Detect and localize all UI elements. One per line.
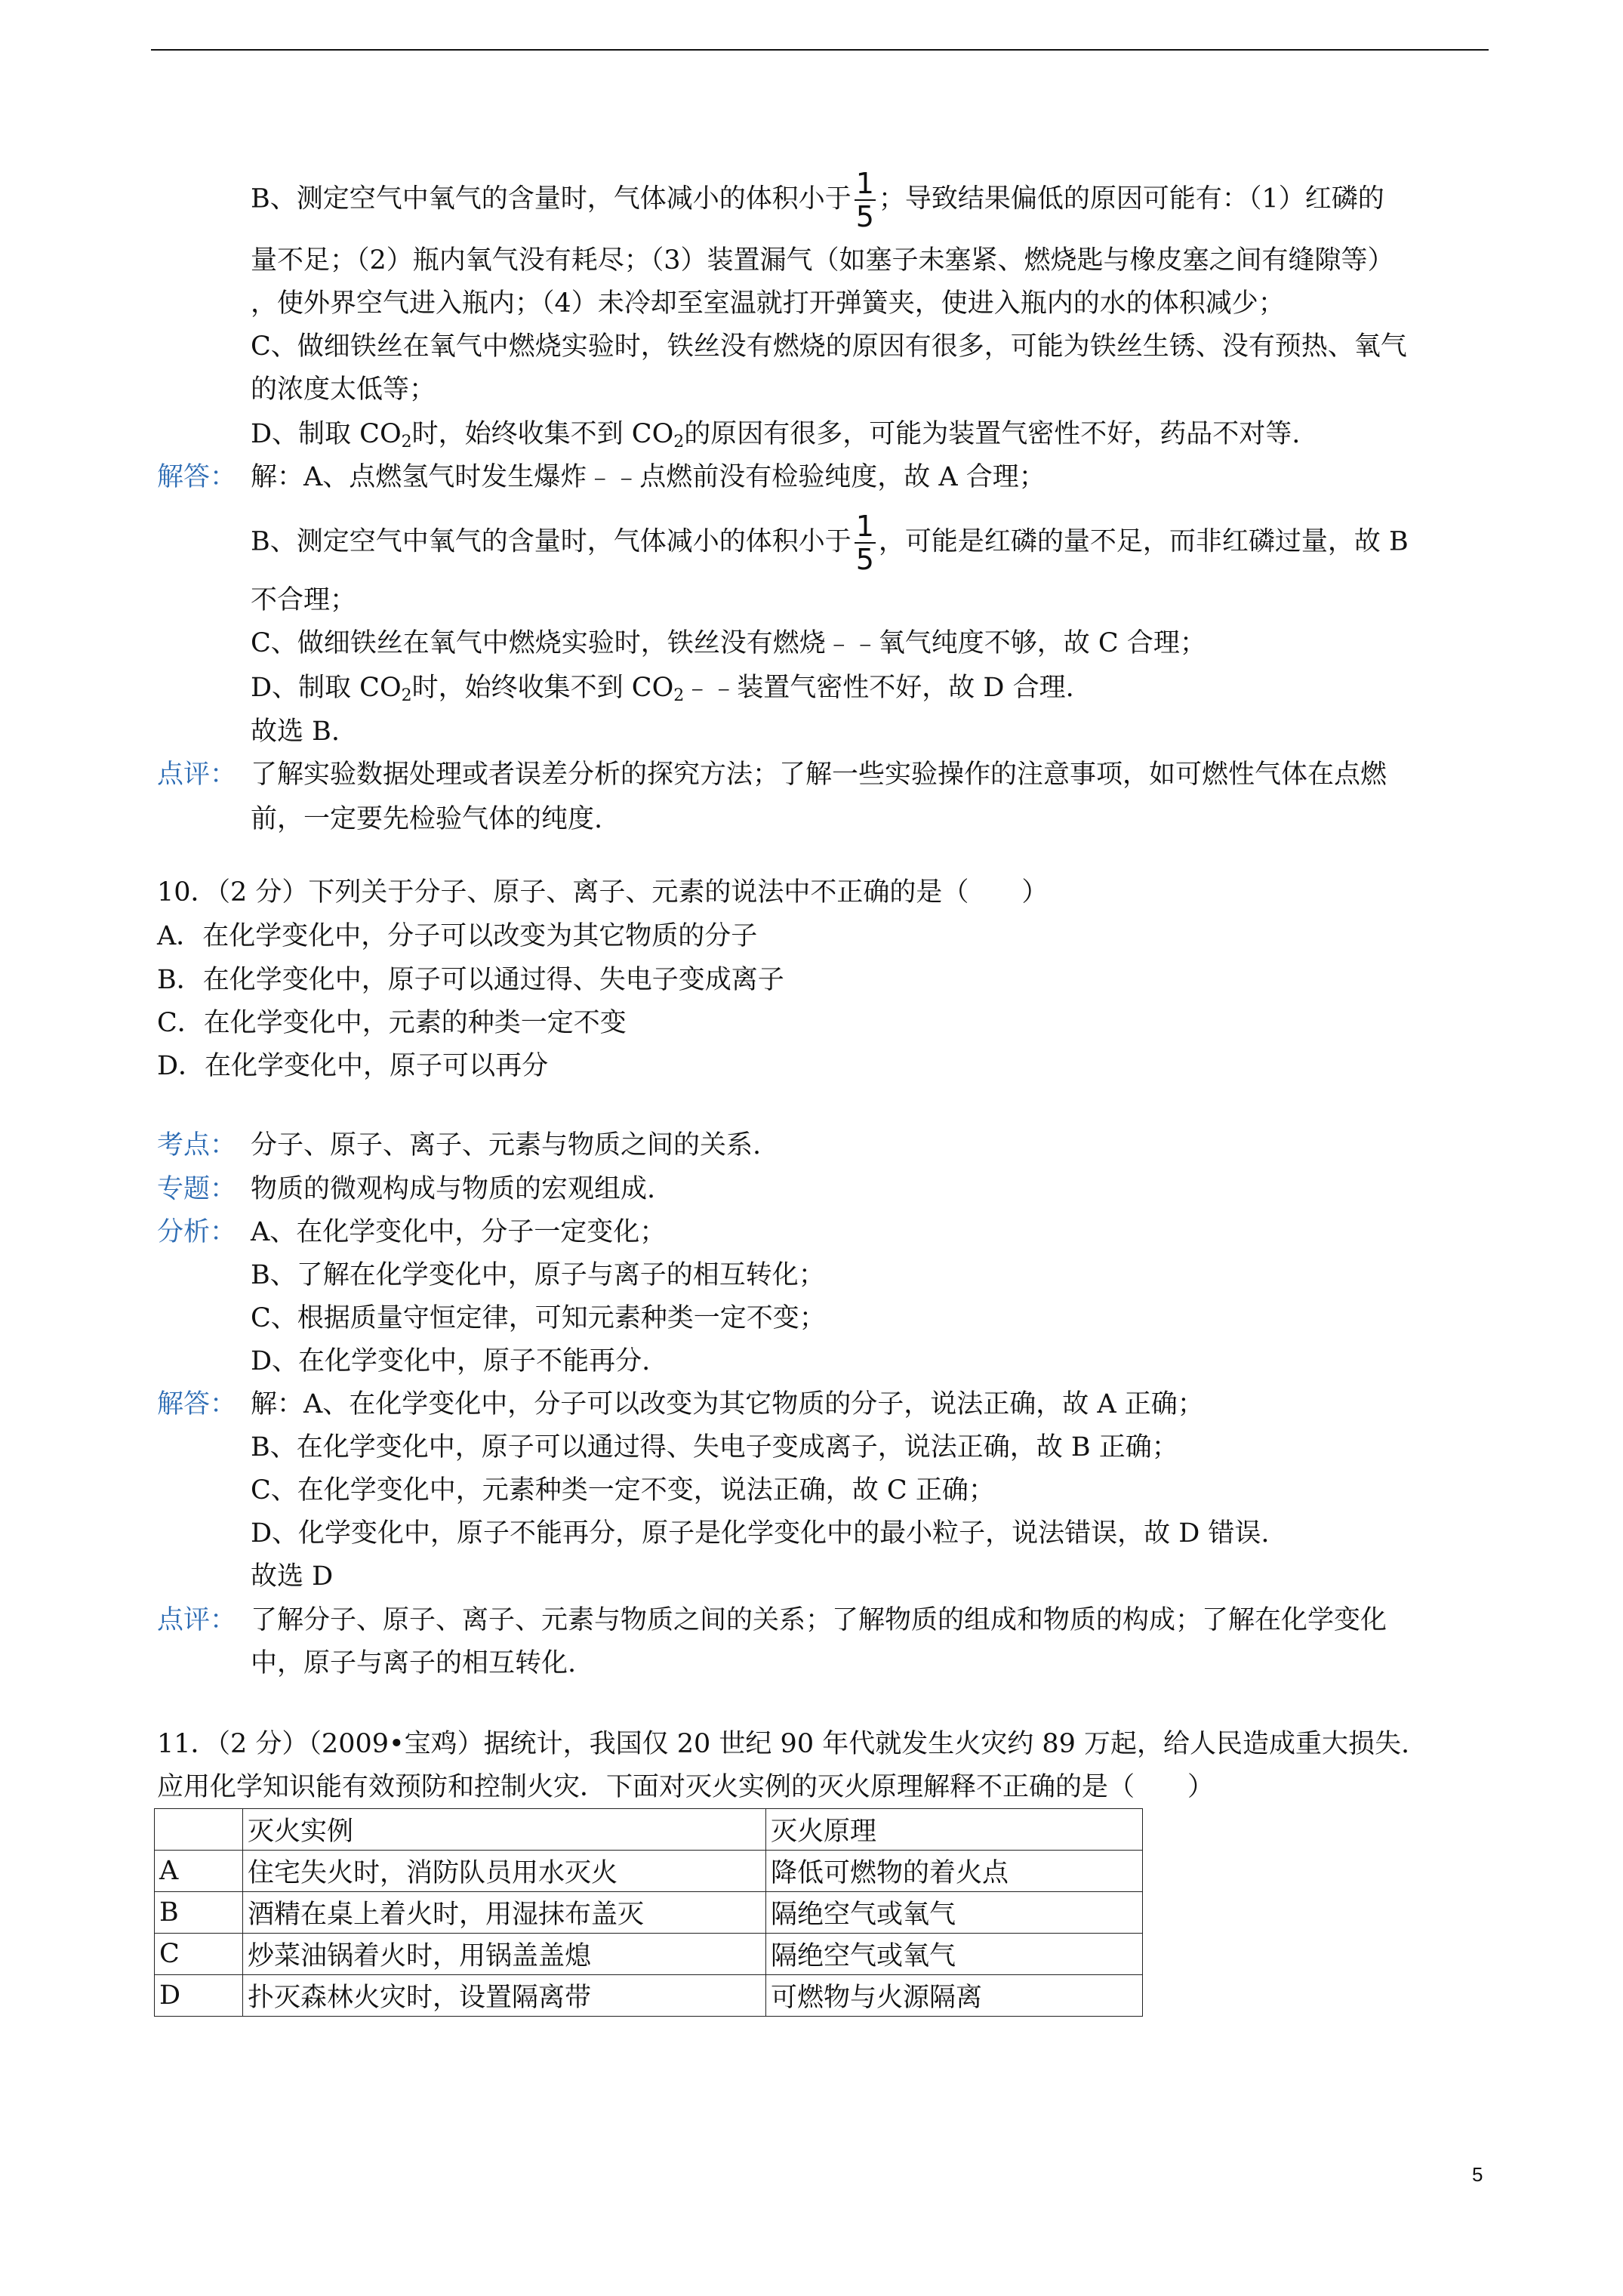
table-cell: 隔绝空气或氧气	[766, 1934, 1143, 1975]
subscript: 2	[673, 433, 685, 451]
q10-jieda-label: 解答：	[157, 1389, 237, 1419]
table-cell: D	[155, 1975, 243, 2017]
table-cell: 可燃物与火源隔离	[766, 1975, 1143, 2017]
table-row	[155, 1934, 1143, 1975]
table-cell: 扑灭森林火灾时，设置隔离带	[243, 1975, 766, 2017]
table-cell: 隔绝空气或氧气	[766, 1892, 1143, 1934]
q11-stem-line-1: 11．（2 分）（2009•宝鸡）据统计，我国仅 20 世纪 90 年代就发生火灾约 89 万起，给人民造成重大损失.	[157, 1729, 1410, 1759]
analysis-c-line-1: C、做细铁丝在氧气中燃烧实验时，铁丝没有燃烧的原因有很多，可能为铁丝生锈、没有预热、氧气	[251, 331, 1407, 362]
answer-c: C、做细铁丝在氧气中燃烧实验时，铁丝没有燃烧﹣﹣氧气纯度不够，故 C 合理；	[251, 628, 1206, 658]
table-cell: B	[155, 1892, 243, 1934]
q11-stem-line-2: 应用化学知识能有效预防和控制火灾．下面对灭火实例的灭火原理解释不正确的是（ ）	[157, 1772, 1215, 1802]
table-cell: 酒精在桌上着火时，用湿抹布盖灭	[243, 1892, 766, 1934]
page-number: 5	[1472, 2163, 1483, 2186]
q10-fenxi-a: A、在化学变化中，分子一定变化；	[251, 1217, 667, 1247]
table-cell: A	[155, 1851, 243, 1892]
q10-fenxi-d: D、在化学变化中，原子不能再分.	[251, 1346, 651, 1376]
subscript: 2	[401, 433, 412, 451]
q10-jieda-a: 解：A、在化学变化中，分子可以改变为其它物质的分子，说法正确，故 A 正确；	[251, 1389, 1204, 1419]
fraction-one-fifth: $\frac{1}{5}$	[855, 167, 874, 233]
answer-d: D、制取 $CO_2$时，始终收集不到 $CO_2﹣﹣$装置气密性不好，故 D 合理.	[251, 673, 1074, 705]
q10-option-c: C．在化学变化中，元素的种类一定不变	[157, 1008, 627, 1038]
table-cell: 住宅失火时，消防队员用水灭火	[243, 1851, 766, 1892]
table-header-row	[155, 1809, 1143, 1851]
subscript: 2	[401, 686, 412, 705]
q10-dianping-line-2: 中，原子与离子的相互转化.	[251, 1648, 577, 1678]
analysis-d-line: D、制取 $CO_2$时，始终收集不到 $CO_2$的原因有很多，可能为装置气密性不好，药品不对等.	[251, 419, 1301, 451]
q10-fenxi-label: 分析：	[157, 1217, 237, 1247]
table-header-cell	[155, 1809, 243, 1851]
answer-b-line-2: 不合理；	[251, 585, 357, 615]
table-row	[155, 1975, 1143, 2017]
table-header-cell: 灭火实例	[243, 1809, 766, 1851]
q10-kaodian-label: 考点：	[157, 1130, 237, 1160]
analysis-b-line-2: 量不足；（2）瓶内氧气没有耗尽；（3）装置漏气（如塞子未塞紧、燃烧匙与橡皮塞之间有缝隙等）	[251, 245, 1394, 276]
table-cell: C	[155, 1934, 243, 1975]
comment-line-2: 前，一定要先检验气体的纯度.	[251, 804, 603, 834]
fire-fighting-table	[154, 1808, 1143, 2017]
q10-fenxi-b: B、了解在化学变化中，原子与离子的相互转化；	[251, 1260, 825, 1290]
comment-label: 点评：	[157, 760, 237, 790]
q10-option-a: A．在化学变化中，分子可以改变为其它物质的分子	[157, 921, 758, 951]
subscript: 2	[673, 686, 685, 705]
q10-jieda-d: D、化学变化中，原子不能再分，原子是化学变化中的最小粒子，说法错误，故 D 错误.	[251, 1518, 1270, 1549]
comment-line-1: 了解实验数据处理或者误差分析的探究方法；了解一些实验操作的注意事项，如可燃性气体在点燃	[251, 760, 1387, 790]
q10-option-d: D．在化学变化中，原子可以再分	[157, 1051, 549, 1081]
fraction-one-fifth: $\frac{1}{5}$	[855, 510, 874, 576]
answer-b-line-1: B、测定空气中氧气的含量时，气体减小的体积小于 $\frac{1}{5}$ ，可能是红磷的量不足，而非红磷过量，故 B	[251, 510, 1409, 576]
table-header-cell: 灭火原理	[766, 1809, 1143, 1851]
q10-option-b: B．在化学变化中，原子可以通过得、失电子变成离子	[157, 965, 784, 995]
q10-zhuanti: 物质的微观构成与物质的宏观组成.	[251, 1174, 656, 1204]
answer-a: 解：A、点燃氢气时发生爆炸﹣﹣点燃前没有检验纯度，故 A 合理；	[251, 462, 1046, 492]
analysis-b-line-1	[251, 168, 1384, 233]
q10-jieda-b: B、在化学变化中，原子可以通过得、失电子变成离子，说法正确，故 B 正确；	[251, 1432, 1178, 1462]
header-rule	[151, 49, 1489, 51]
table-row	[155, 1851, 1143, 1892]
answer-final: 故选 B.	[251, 717, 340, 747]
q10-dianping-line-1: 了解分子、原子、离子、元素与物质之间的关系；了解物质的组成和物质的构成；了解在化学变化	[251, 1605, 1387, 1635]
analysis-b-line-3: ，使外界空气进入瓶内；（4）未冷却至室温就打开弹簧夹，使进入瓶内的水的体积减少；	[251, 288, 1285, 319]
analysis-c-line-2: 的浓度太低等；	[251, 374, 436, 405]
q10-fenxi-c: C、根据质量守恒定律，可知元素种类一定不变；	[251, 1303, 826, 1333]
q10-jieda-final: 故选 D	[251, 1561, 334, 1592]
analysis-b-text-post: ；导致结果偏低的原因可能有：（1）红磷的	[878, 183, 1384, 214]
q10-zhuanti-label: 专题：	[157, 1174, 237, 1204]
table-cell: 炒菜油锅着火时，用锅盖盖熄	[243, 1934, 766, 1975]
table-row	[155, 1892, 1143, 1934]
answer-label: 解答：	[157, 462, 237, 492]
analysis-b-text: B、测定空气中氧气的含量时，气体减小的体积小于	[251, 183, 852, 214]
table-cell: 降低可燃物的着火点	[766, 1851, 1143, 1892]
q10-stem: 10．（2 分）下列关于分子、原子、离子、元素的说法中不正确的是（ ）	[157, 877, 1049, 908]
q10-dianping-label: 点评：	[157, 1605, 237, 1635]
q10-jieda-c: C、在化学变化中，元素种类一定不变，说法正确，故 C 正确；	[251, 1475, 995, 1505]
q10-kaodian: 分子、原子、离子、元素与物质之间的关系.	[251, 1130, 762, 1160]
